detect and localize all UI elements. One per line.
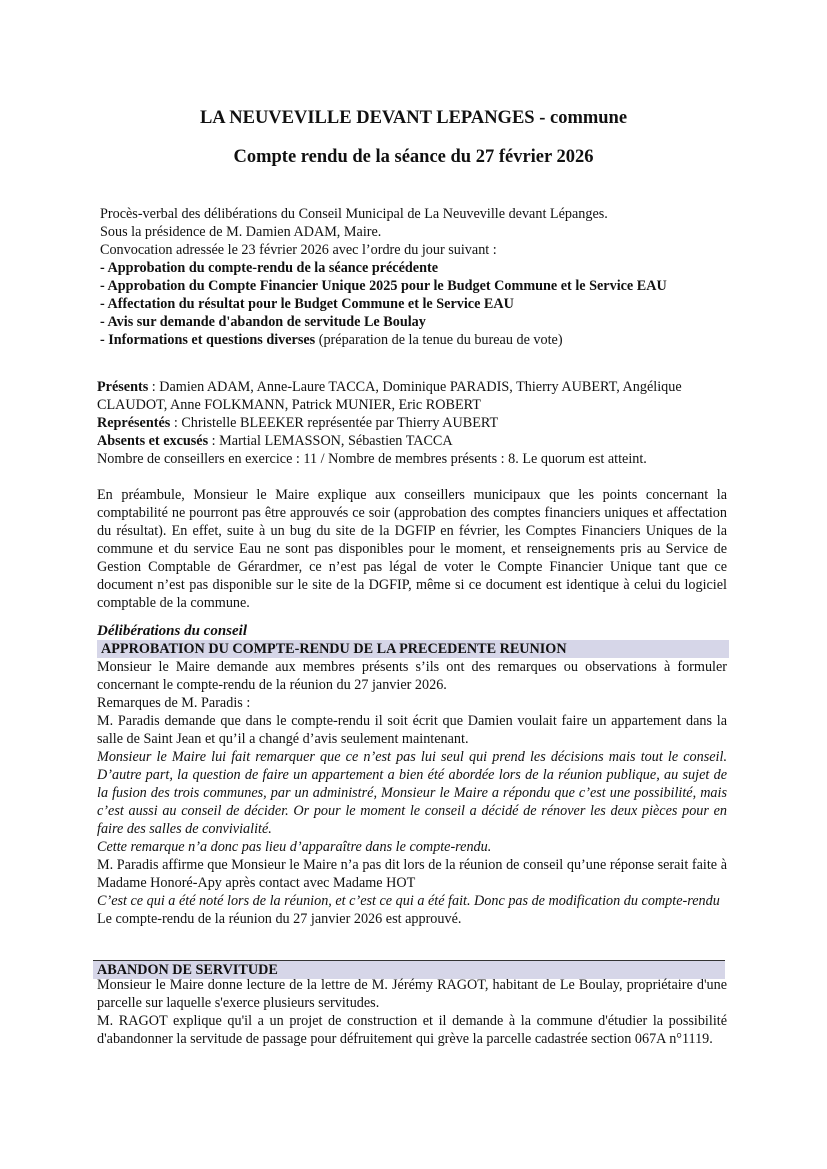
- agenda-item: - Affectation du résultat pour le Budget Commune et le Service EAU: [100, 296, 514, 312]
- present-label: Présents: [97, 379, 149, 395]
- section-servitude-title: ABANDON DE SERVITUDE: [93, 960, 725, 979]
- absent-names: : Martial LEMASSON, Sébastien TACCA: [208, 433, 453, 449]
- agenda-item: - Approbation du compte-rendu de la séance précédente: [100, 260, 438, 276]
- paragraph-italic: Cette remarque n’a donc pas lieu d’apparaître dans le compte-rendu.: [97, 839, 492, 855]
- absent-line: [97, 432, 737, 450]
- present-line: [97, 378, 737, 414]
- section-approbation-title: APPROBATION DU COMPTE-RENDU DE LA PRECEDENTE REUNION: [97, 640, 729, 658]
- quorum-line: Nombre de conseillers en exercice : 11 / Nombre de membres présents : 8. Le quorum est atteint.: [97, 451, 647, 467]
- intro-line: Procès-verbal des délibérations du Conseil Municipal de La Neuveville devant Lépanges.: [100, 206, 608, 222]
- intro-line: Sous la présidence de M. Damien ADAM, Maire.: [100, 224, 382, 240]
- deliberations-heading: Délibérations du conseil: [97, 623, 248, 639]
- servitude-block: [97, 976, 727, 1048]
- represented-label: Représentés: [97, 415, 171, 431]
- commune-title: LA NEUVEVILLE DEVANT LEPANGES - commune: [199, 108, 628, 128]
- paragraph: M. Paradis demande que dans le compte-rendu il soit écrit que Damien voulait faire un appartement dans la salle de Saint Jean et qu’il a changé d’avis seulement maintenant.: [97, 713, 727, 747]
- preamble-block: [97, 486, 727, 612]
- intro-block: [100, 205, 750, 349]
- deliberations-block: [97, 622, 727, 928]
- paragraph: Remarques de M. Paradis :: [97, 695, 251, 711]
- paragraph-italic: Monsieur le Maire lui fait remarquer que ce n’est pas lui seul qui prend les décisions mais tout le conseil. D’autre part, la question de faire un appartement a bien été abordée lors de la réunion publique, au sujet de la fusion des trois communes, par un administré, Monsieur le Maire a répondu que c’est une possibilité, mais c’est aussi au conseil de décider. Or pour le moment le conseil a décidé de rénover les deux pièces pour en faire des salles de convivialité.: [97, 749, 727, 837]
- agenda-item-note: (préparation de la tenue du bureau de vote): [315, 332, 563, 348]
- agenda-item: - Approbation du Compte Financier Unique 2025 pour le Budget Commune et le Service EAU: [100, 278, 667, 294]
- session-title: Compte rendu de la séance du 27 février 2026: [233, 147, 594, 167]
- absent-label: Absents et excusés: [97, 433, 209, 449]
- paragraph: Le compte-rendu de la réunion du 27 janvier 2026 est approuvé.: [97, 911, 462, 927]
- agenda-item: [100, 331, 750, 349]
- represented-line: [97, 414, 737, 432]
- agenda-item-label: - Informations et questions diverses: [100, 332, 316, 348]
- paragraph: Monsieur le Maire demande aux membres présents s’ils ont des remarques ou observations à formuler concernant le compte-rendu de la réunion du 27 janvier 2026.: [97, 659, 727, 693]
- paragraph: M. RAGOT explique qu'il a un projet de construction et il demande à la commune d'étudier la possibilité d'abandonner la servitude de passage pour défruitement qui grève la parcelle cadastrée section 067A n°1119.: [97, 1013, 727, 1047]
- intro-line: Convocation adressée le 23 février 2026 avec l’ordre du jour suivant :: [100, 242, 497, 258]
- paragraph-italic: C’est ce qui a été noté lors de la réunion, et c’est ce qui a été fait. Donc pas de modification du compte-rendu: [97, 893, 720, 909]
- agenda-item: - Avis sur demande d'abandon de servitude Le Boulay: [100, 314, 426, 330]
- represented-names: : Christelle BLEEKER représentée par Thierry AUBERT: [170, 415, 499, 431]
- present-names: : Damien ADAM, Anne-Laure TACCA, Dominique PARADIS, Thierry AUBERT, Angélique CLAUDOT, Anne FOLKMANN, Patrick MUNIER, Eric ROBERT: [97, 379, 682, 413]
- preamble-text: En préambule, Monsieur le Maire explique aux conseillers municipaux que les points concernant la comptabilité ne pourront pas être approuvés ce soir (approbation des comptes financiers uniques et affectation du résultat). En effet, suite à un bug du site de la DGFIP en février, les Comptes Financiers Uniques de la commune et du service Eau ne sont pas disponibles pour le moment, et renseignements pris au Service de Gestion Comptable de Gérardmer, ce n’est pas légal de voter le Compte Financier Unique tant que ce document n’est pas disponible sur le site de la DGFIP, même si ce document est identique à celui du logiciel comptable de la commune.: [97, 487, 727, 611]
- attendance-block: [97, 378, 737, 468]
- paragraph: M. Paradis affirme que Monsieur le Maire n’a pas dit lors de la réunion de conseil qu’une réponse serait faite à Madame Honoré-Apy après contact avec Madame HOT: [97, 857, 727, 891]
- paragraph: Monsieur le Maire donne lecture de la lettre de M. Jérémy RAGOT, habitant de Le Boulay, propriétaire d'une parcelle sur laquelle s'exerce plusieurs servitudes.: [97, 977, 727, 1011]
